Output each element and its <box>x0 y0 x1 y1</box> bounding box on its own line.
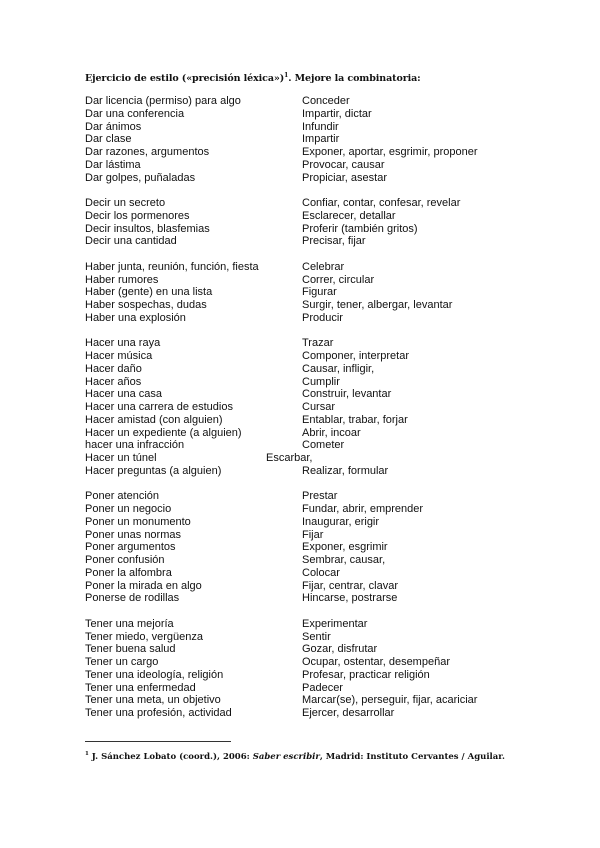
collocation-term: Hacer daño <box>85 362 142 375</box>
collocation-term: Hacer una casa <box>85 388 163 401</box>
collocation-term: Decir una cantidad <box>85 235 177 248</box>
collocation-term: Hacer una raya <box>85 337 161 350</box>
collocation-alternative: Trazar <box>302 337 334 350</box>
group-spacer <box>85 248 525 261</box>
collocation-row <box>85 643 525 656</box>
collocation-term: Poner un negocio <box>85 503 172 515</box>
collocation-alternative: Figurar <box>302 286 337 299</box>
collocation-alternative: Exponer, esgrimir <box>302 541 388 554</box>
collocation-row <box>85 337 525 350</box>
collocation-alternative: Sentir <box>302 630 331 643</box>
collocation-term: Ponerse de rodillas <box>85 592 180 605</box>
collocation-term: Tener una profesión, actividad <box>85 707 232 719</box>
collocation-row <box>85 490 525 503</box>
collocation-list <box>85 95 525 720</box>
group-spacer <box>85 325 525 338</box>
collocation-term: Tener un cargo <box>85 656 159 668</box>
collocation-row <box>85 414 525 427</box>
collocation-row <box>85 401 525 414</box>
collocation-term: Hacer un expediente (a alguien) <box>85 426 242 439</box>
collocation-alternative: Confiar, contar, confesar, revelar <box>302 197 461 209</box>
collocation-row <box>85 146 525 159</box>
collocation-term: Dar licencia (permiso) para algo <box>85 95 241 107</box>
collocation-alternative: Causar, infligir, <box>302 362 375 375</box>
collocation-row <box>85 669 525 682</box>
collocation-alternative: Marcar(se), perseguir, fijar, acariciar <box>302 694 478 707</box>
collocation-row <box>85 656 525 669</box>
collocation-term: Tener una ideología, religión <box>85 668 224 681</box>
collocation-row <box>85 541 525 554</box>
collocation-row <box>85 427 525 440</box>
collocation-row <box>85 223 525 236</box>
collocation-row <box>85 580 525 593</box>
collocation-term: Hacer preguntas (a alguien) <box>85 464 222 477</box>
collocation-alternative: Ocupar, ostentar, desempeñar <box>302 656 450 668</box>
collocation-alternative: Proferir (también gritos) <box>302 222 418 235</box>
collocation-term: Tener una meta, un objetivo <box>85 694 221 707</box>
collocation-alternative: Correr, circular <box>302 273 375 286</box>
collocation-term: Dar lástima <box>85 158 141 171</box>
collocation-term: Decir los pormenores <box>85 209 190 222</box>
title-tail: . Mejore la combinatoria: <box>288 73 421 85</box>
collocation-term: Poner la alfombra <box>85 566 172 579</box>
collocation-alternative: Componer, interpretar <box>302 350 409 362</box>
collocation-alternative: Cometer <box>302 439 345 452</box>
collocation-term: Haber rumores <box>85 273 159 286</box>
collocation-alternative: Construir, levantar <box>302 388 392 401</box>
collocation-alternative: Fijar, centrar, clavar <box>302 579 398 592</box>
group-spacer <box>85 478 525 491</box>
collocation-term: Poner confusión <box>85 554 165 566</box>
collocation-row <box>85 197 525 210</box>
collocation-row <box>85 465 525 478</box>
collocation-term: Hacer música <box>85 350 153 362</box>
collocation-alternative: Esclarecer, detallar <box>302 209 396 222</box>
collocation-alternative: Propiciar, asestar <box>302 171 387 184</box>
collocation-alternative: Cursar <box>302 401 336 413</box>
collocation-row <box>85 172 525 185</box>
collocation-alternative: Colocar <box>302 566 340 579</box>
collocation-term: Poner la mirada en algo <box>85 579 202 592</box>
collocation-term: Haber (gente) en una lista <box>85 286 213 299</box>
collocation-term: Dar ánimos <box>85 120 142 133</box>
collocation-row <box>85 516 525 529</box>
collocation-term: Poner atención <box>85 490 159 503</box>
collocation-alternative: Entablar, trabar, forjar <box>302 413 408 426</box>
group-spacer <box>85 184 525 197</box>
collocation-alternative: Producir <box>302 311 343 324</box>
collocation-term: Poner unas normas <box>85 528 181 541</box>
collocation-alternative: Impartir <box>302 133 340 146</box>
collocation-row <box>85 682 525 695</box>
collocation-term: Haber junta, reunión, función, fiesta <box>85 260 259 273</box>
collocation-term: Dar razones, argumentos <box>85 146 210 158</box>
footnote-marker: 1 <box>85 751 89 757</box>
exercise-title <box>85 72 421 84</box>
footnote-author: J. Sánchez Lobato (coord.), 2006: <box>91 751 253 762</box>
collocation-alternative: Abrir, incoar <box>302 426 361 439</box>
collocation-term: Hacer una carrera de estudios <box>85 401 233 413</box>
collocation-row <box>85 618 525 631</box>
collocation-row <box>85 554 525 567</box>
collocation-term: Tener una enfermedad <box>85 681 196 694</box>
collocation-row <box>85 121 525 134</box>
collocation-row <box>85 159 525 172</box>
footnote-publisher: , Madrid: Instituto Cervantes / Aguilar. <box>319 751 505 762</box>
collocation-term: Tener una mejoría <box>85 617 174 630</box>
collocation-row <box>85 363 525 376</box>
collocation-alternative: Precisar, fijar <box>302 235 366 248</box>
collocation-row <box>85 299 525 312</box>
title-text: Ejercicio de estilo («precisión léxica») <box>85 73 285 85</box>
collocation-term: Haber una explosión <box>85 311 186 324</box>
collocation-alternative: Exponer, aportar, esgrimir, proponer <box>302 146 478 158</box>
collocation-alternative: Escarbar, <box>266 452 313 464</box>
collocation-row <box>85 529 525 542</box>
collocation-alternative: Sembrar, causar, <box>302 554 386 566</box>
footnote <box>85 751 505 762</box>
collocation-alternative: Realizar, formular <box>302 464 389 477</box>
collocation-row <box>85 286 525 299</box>
collocation-term: Tener miedo, vergüenza <box>85 630 204 643</box>
collocation-term: Tener buena salud <box>85 643 176 656</box>
collocation-term: Dar una conferencia <box>85 107 185 120</box>
collocation-alternative: Provocar, causar <box>302 158 385 171</box>
collocation-row <box>85 567 525 580</box>
collocation-row <box>85 133 525 146</box>
collocation-row <box>85 592 525 605</box>
collocation-alternative: Padecer <box>302 681 343 694</box>
collocation-term: Hacer amistad (con alguien) <box>85 413 223 426</box>
collocation-row <box>85 261 525 274</box>
collocation-term: Hacer años <box>85 375 142 388</box>
collocation-row <box>85 694 525 707</box>
collocation-term: Hacer un túnel <box>85 452 157 464</box>
collocation-alternative: Impartir, dictar <box>302 107 372 120</box>
collocation-row <box>85 376 525 389</box>
collocation-alternative: Conceder <box>302 95 350 107</box>
collocation-alternative: Fijar <box>302 528 324 541</box>
collocation-alternative: Fundar, abrir, emprender <box>302 503 424 515</box>
collocation-row <box>85 707 525 720</box>
collocation-row <box>85 350 525 363</box>
collocation-alternative: Celebrar <box>302 260 345 273</box>
collocation-alternative: Surgir, tener, albergar, levantar <box>302 299 453 311</box>
collocation-alternative: Profesar, practicar religión <box>302 668 430 681</box>
collocation-alternative: Hincarse, postrarse <box>302 592 398 605</box>
collocation-term: Poner argumentos <box>85 541 176 554</box>
collocation-alternative: Inaugurar, erigir <box>302 515 380 528</box>
collocation-term: Dar clase <box>85 133 132 146</box>
collocation-row <box>85 631 525 644</box>
collocation-row <box>85 503 525 516</box>
collocation-term: Haber sospechas, dudas <box>85 299 207 311</box>
collocation-row <box>85 108 525 121</box>
collocation-alternative: Gozar, disfrutar <box>302 643 378 656</box>
collocation-row <box>85 439 525 452</box>
collocation-term: Decir un secreto <box>85 197 166 209</box>
collocation-alternative: Ejercer, desarrollar <box>302 707 395 719</box>
collocation-alternative: Cumplir <box>302 375 340 388</box>
collocation-alternative: Experimentar <box>302 617 368 630</box>
footnote-book-title: Saber escribir <box>252 751 320 762</box>
collocation-alternative: Infundir <box>302 120 339 133</box>
collocation-row <box>85 235 525 248</box>
collocation-term: Dar golpes, puñaladas <box>85 171 196 184</box>
collocation-row <box>85 210 525 223</box>
footnote-reference[interactable]: 1 <box>284 72 289 79</box>
collocation-term: Poner un monumento <box>85 515 191 528</box>
collocation-term: Decir insultos, blasfemias <box>85 222 210 235</box>
collocation-row <box>85 452 525 465</box>
footnote-separator <box>85 741 231 742</box>
collocation-row <box>85 274 525 287</box>
collocation-row <box>85 312 525 325</box>
collocation-alternative: Prestar <box>302 490 338 503</box>
collocation-row <box>85 95 525 108</box>
collocation-row <box>85 388 525 401</box>
collocation-term: hacer una infracción <box>85 439 185 452</box>
group-spacer <box>85 605 525 618</box>
